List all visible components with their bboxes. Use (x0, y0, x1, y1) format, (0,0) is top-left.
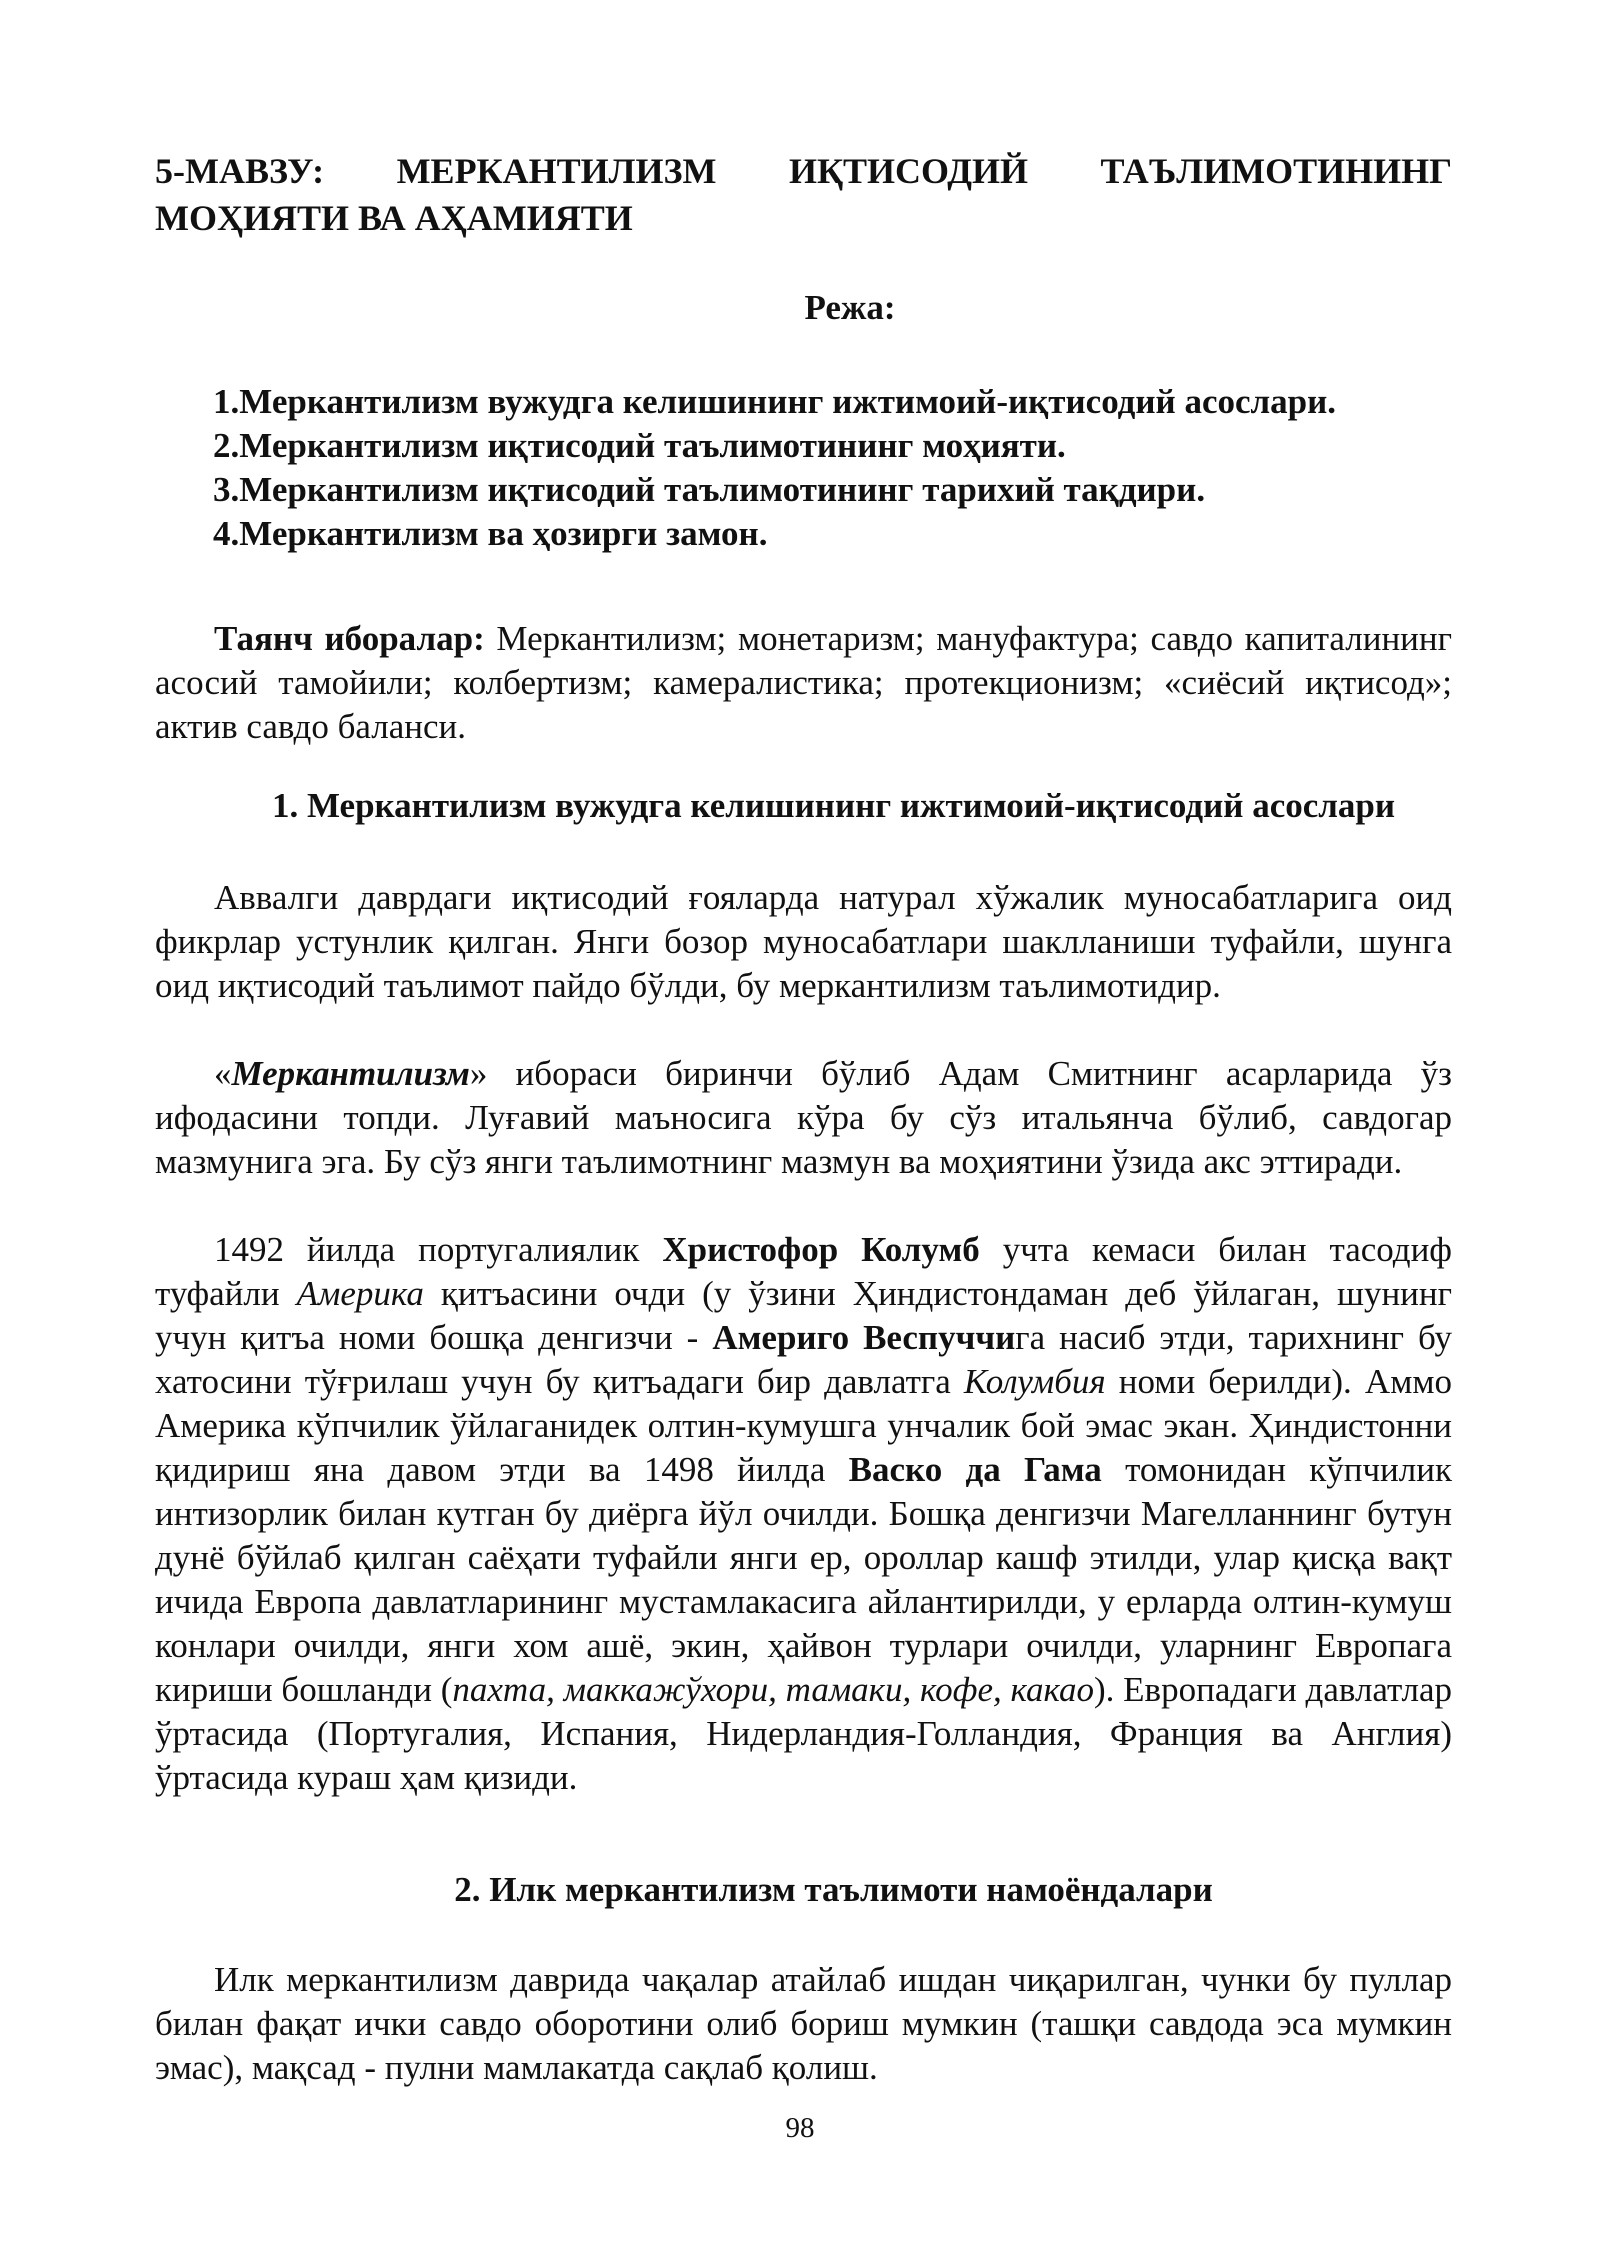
name-columbus: Христофор Колумб (662, 1230, 980, 1269)
keywords-label: Таянч иборалар: (214, 619, 485, 658)
keywords-text: Меркантилизм; монетаризм; мануфактура; савдо капиталининг асосий тамойили; колбертизм; камералистика; протекционизм; «сиёсий иқтисод»; актив савдо баланси. (155, 619, 1452, 746)
section-1-paragraph-3: 1492 йилда португалиялик Христофор Колумб учта кемаси билан тасодиф туфайли Америка қитъасини очди (у ўзини Ҳиндистондаман деб ўйлаган, шунинг учун қитъа номи бошқа денгизчи - Америго Веспуччига насиб этди, тарихнинг бу хатосини тўғрилаш учун бу қитъадаги бир давлатга Колумбия номи берилди). Аммо Америка кўпчилик ўйлаганидек олтин-кумушга унчалик бой эмас экан. Ҳиндистонни қидириш яна давом этди ва 1498 йилда Васко да Гама томонидан кўпчилик интизорлик билан кутган бу диёрга йўл очилди. Бошқа денгизчи Магелланнинг бутун дунё бўйлаб қилган саёҳати туфайли янги ер, ороллар кашф этилди, улар қисқа вақт ичида Европа давлатларининг мустамлакасига айлантирилди, у ерларда олтин-кумуш конлари очилди, янги хом ашё, экин, ҳайвон турлари очилди, уларнинг Европага кириши бошланди (пахта, маккажўхори, тамаки, кофе, какао). Европадаги давлатлар ўртасида (Португалия, Испания, Нидерландия-Голландия, Франция ва Англия) ўртасида кураш ҳам қизиди. (155, 1230, 1452, 1797)
section-1-paragraph-1: Аввалги даврдаги иқтисодий ғояларда натурал хўжалик муносабатларига оид фикрлар устунлик қилган. Янги бозор муносабатлари шаклланиши туфайли, шунга оид иқтисодий таълимот пайдо бўлди, бу меркантилизм таълимотидир. (155, 878, 1452, 1005)
page-number: 98 (785, 2112, 815, 2144)
plan-item: 3.Меркантилизм иқтисодий таълимотининг тарихий тақдири. (213, 470, 1206, 509)
plan-item: 4.Меркантилизм ва ҳозирги замон. (213, 514, 768, 553)
topic-title: 5-МАВЗУ: МЕРКАНТИЛИЗМ ИҚТИСОДИЙ ТАЪЛИМОТИНИНГ МОҲИЯТИ ВА АҲАМИЯТИ (155, 151, 1452, 238)
plan-heading: Режа: (804, 288, 896, 327)
name-vasco-da-gama: Васко да Гама (848, 1450, 1102, 1489)
plan-item: 2.Меркантилизм иқтисодий таълимотининг моҳияти. (213, 426, 1066, 465)
plan-item: 1.Меркантилизм вужудга келишининг ижтимоий-иқтисодий асослари. (213, 382, 1337, 421)
term-america: Америка (296, 1274, 424, 1313)
plan-list (213, 380, 1336, 556)
term-colombia: Колумбия (963, 1362, 1106, 1401)
crops-list: пахта, маккажўхори, тамаки, кофе, какао (452, 1670, 1094, 1709)
section-1-paragraph-2: «Меркантилизм» ибораси биринчи бўлиб Адам Смитнинг асарларида ўз ифодасини топди. Луғавий маъносига кўра бу сўз итальянча бўлиб, савдогар мазмунига эга. Бу сўз янги таълимотнинг мазмун ва моҳиятини ўзида акс эттиради. (155, 1054, 1452, 1181)
section-2-heading: 2. Илк меркантилизм таълимоти намоёндалари (454, 1870, 1213, 1909)
section-1-heading: 1. Меркантилизм вужудга келишининг ижтимоий-иқтисодий асослари (271, 786, 1396, 825)
name-vespucci: Америго Веспуччи (712, 1318, 1016, 1357)
section-2-paragraph-1: Илк меркантилизм даврида чақалар атайлаб ишдан чиқарилган, чунки бу пуллар билан фақат ички савдо оборотини олиб бориш мумкин (ташқи савдода эса мумкин эмас), мақсад - пулни мамлакатда сақлаб қолиш. (155, 1960, 1452, 2087)
keywords-paragraph (155, 617, 1452, 749)
term-mercantilism: Меркантилизм (231, 1054, 470, 1093)
